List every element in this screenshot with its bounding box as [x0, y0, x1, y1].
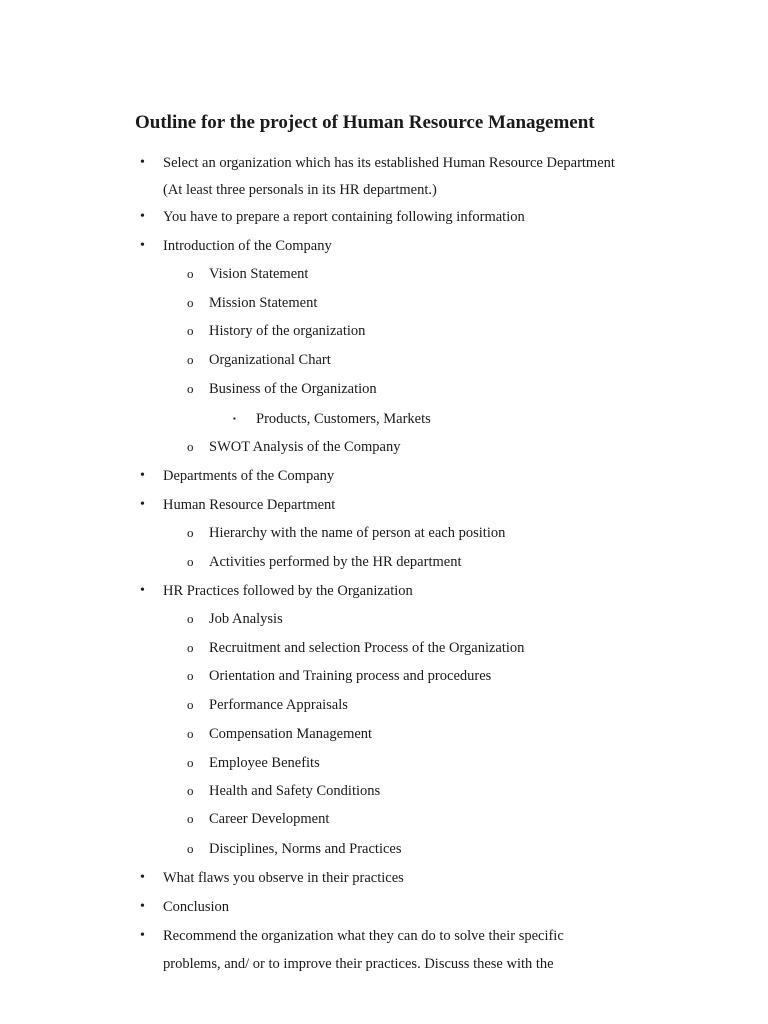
sub-list-item: Job Analysis	[209, 611, 283, 627]
sub-list-item: Business of the Organization	[209, 381, 377, 397]
sub-list-item: Organizational Chart	[209, 352, 331, 368]
list-item-continuation: (At least three personals in its HR department.)	[163, 182, 437, 198]
sub-bullet-marker: o	[187, 295, 194, 310]
bullet-marker: •	[140, 155, 145, 170]
list-item: Introduction of the Company	[163, 238, 332, 254]
sub-bullet-marker: o	[187, 381, 194, 396]
document-title: Outline for the project of Human Resource Management	[135, 112, 595, 133]
bullet-marker: •	[140, 209, 145, 224]
sub-sub-list-item: Products, Customers, Markets	[256, 411, 431, 427]
sub-list-item: History of the organization	[209, 323, 366, 339]
sub-list-item: Compensation Management	[209, 726, 373, 742]
bullet-marker: •	[140, 899, 145, 914]
sub-bullet-marker: o	[187, 640, 194, 655]
list-item: Conclusion	[163, 899, 230, 915]
sub-list-item: Career Development	[209, 811, 330, 827]
sub-sub-bullet-marker: ▪	[233, 414, 236, 423]
sub-list-item: Activities performed by the HR department	[209, 554, 462, 570]
sub-bullet-marker: o	[187, 352, 194, 367]
sub-bullet-marker: o	[187, 755, 194, 770]
sub-bullet-marker: o	[187, 611, 194, 626]
sub-list-item: SWOT Analysis of the Company	[209, 439, 401, 455]
sub-bullet-marker: o	[187, 668, 194, 683]
bullet-marker: •	[140, 870, 145, 885]
sub-list-item: Recruitment and selection Process of the Organization	[209, 640, 525, 656]
list-item-continuation: problems, and/ or to improve their practices. Discuss these with the	[163, 956, 554, 972]
list-item: What flaws you observe in their practices	[163, 870, 404, 886]
list-item: Select an organization which has its established Human Resource Department	[163, 155, 615, 171]
sub-list-item: Orientation and Training process and procedures	[209, 668, 492, 684]
sub-list-item: Mission Statement	[209, 295, 318, 311]
list-item: Recommend the organization what they can do to solve their specific	[163, 928, 564, 944]
sub-bullet-marker: o	[187, 554, 194, 569]
sub-list-item: Vision Statement	[209, 266, 309, 282]
list-item: Departments of the Company	[163, 468, 335, 484]
sub-list-item: Performance Appraisals	[209, 697, 348, 713]
sub-list-item: Hierarchy with the name of person at each position	[209, 525, 506, 541]
bullet-marker: •	[140, 468, 145, 483]
sub-bullet-marker: o	[187, 323, 194, 338]
sub-bullet-marker: o	[187, 811, 194, 826]
list-item: HR Practices followed by the Organization	[163, 583, 413, 599]
list-item: You have to prepare a report containing following information	[163, 209, 525, 225]
sub-bullet-marker: o	[187, 841, 194, 856]
sub-list-item: Health and Safety Conditions	[209, 783, 381, 799]
sub-bullet-marker: o	[187, 783, 194, 798]
sub-bullet-marker: o	[187, 525, 194, 540]
sub-bullet-marker: o	[187, 439, 194, 454]
bullet-marker: •	[140, 497, 145, 512]
bullet-marker: •	[140, 238, 145, 253]
sub-bullet-marker: o	[187, 726, 194, 741]
sub-bullet-marker: o	[187, 266, 194, 281]
sub-list-item: Employee Benefits	[209, 755, 320, 771]
sub-bullet-marker: o	[187, 697, 194, 712]
list-item: Human Resource Department	[163, 497, 336, 513]
bullet-marker: •	[140, 928, 145, 943]
sub-list-item: Disciplines, Norms and Practices	[209, 841, 402, 857]
bullet-marker: •	[140, 583, 145, 598]
